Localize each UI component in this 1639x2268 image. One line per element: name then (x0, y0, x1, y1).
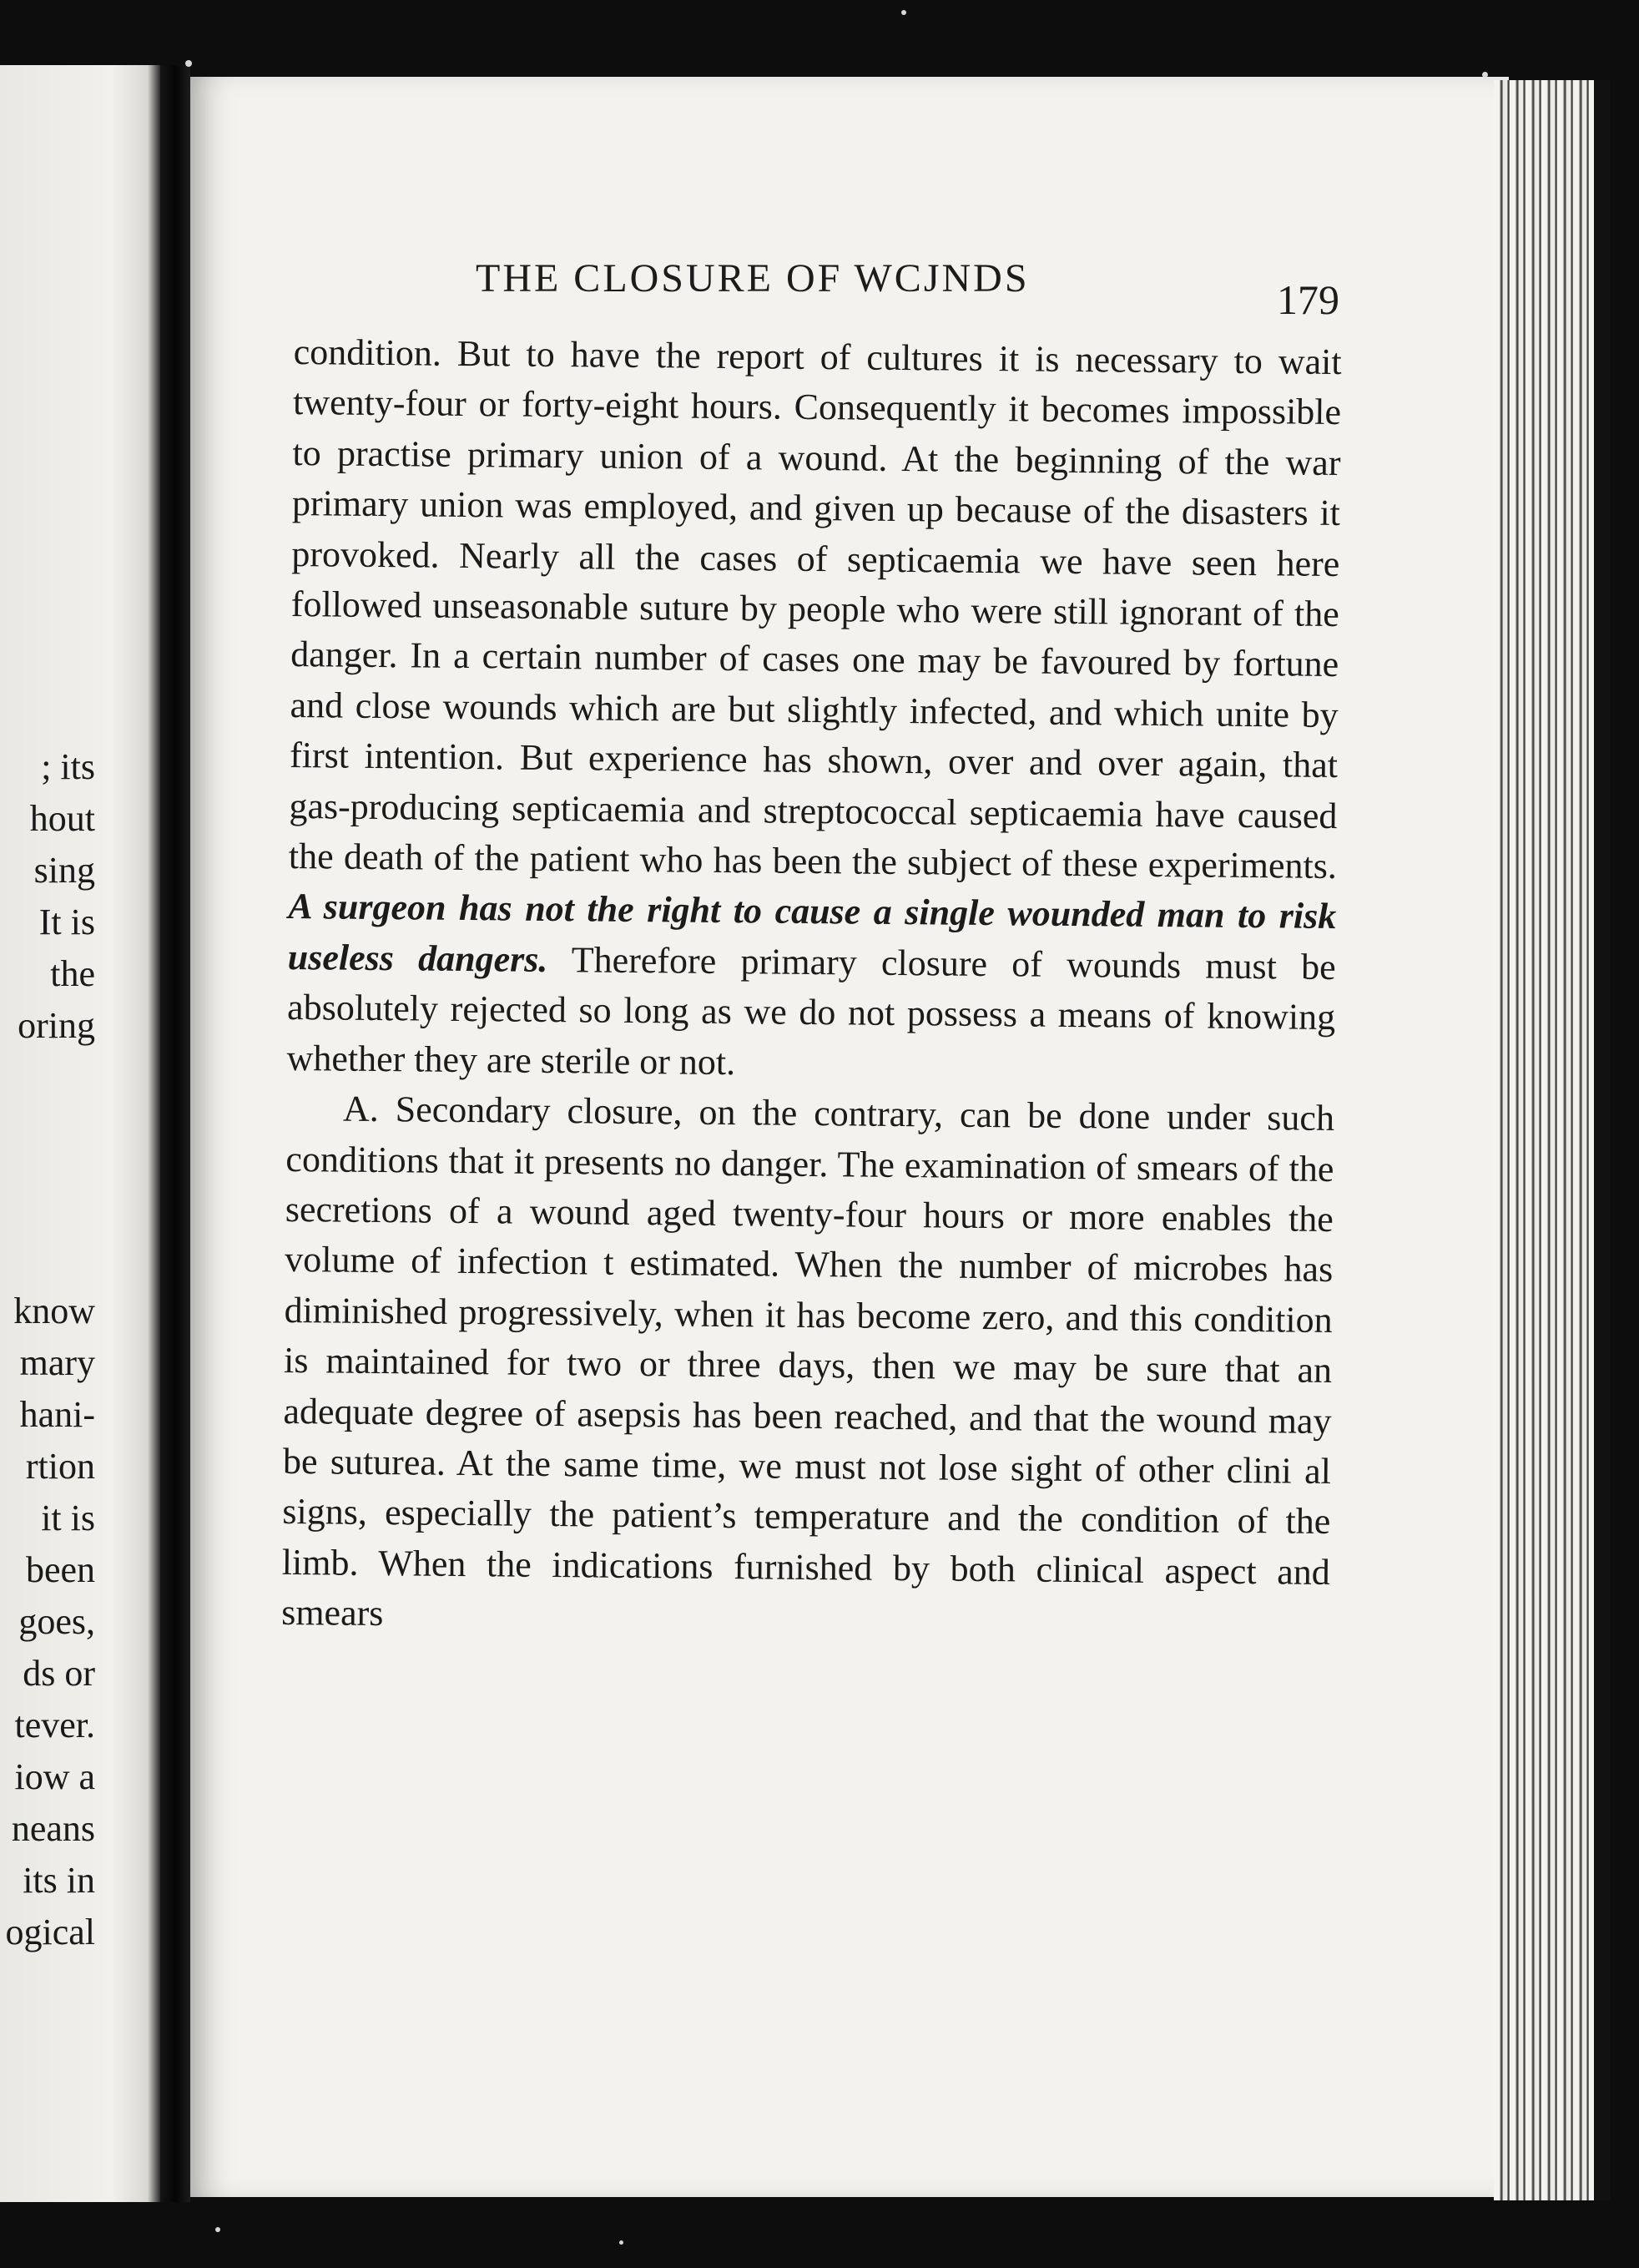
page-number: 179 (1277, 276, 1339, 323)
left-page-line: tever. (14, 1705, 95, 1745)
left-page-line: It is (38, 902, 95, 942)
left-page-line: ; its (41, 746, 95, 787)
left-page-line: oring (18, 1005, 95, 1046)
paragraph (286, 327, 1342, 1094)
page-edges (1494, 80, 1611, 2200)
left-page-line: sing (33, 850, 95, 891)
scan-speck (185, 60, 192, 67)
left-page-line: mary (19, 1342, 95, 1383)
left-page-line: it is (41, 1498, 95, 1538)
scan-speck (901, 10, 906, 15)
left-page-line: its in (23, 1860, 95, 1901)
scan-speck (619, 2240, 623, 2245)
italic-emphasis: A surgeon has not the right to cause a single wounded man to risk useless dangers. (287, 886, 1337, 980)
left-page-line: rtion (25, 1446, 95, 1487)
left-page-line: hani- (19, 1394, 95, 1435)
running-title: THE CLOSURE OF WCJNDS (476, 256, 1030, 301)
paragraph-text: A. Secondary closure, on the contrary, can be done under such conditions that it presents no danger. The examination of smears of the secretions of a wound aged twenty-four hours or more enables the volume of infection t estimated. When the number of microbes has diminished progressively, when it has become zero, and this condition is maintained for two or three days, then we may be sure that an adequate degree of asepsis has been reached, and that the wound may be suturea. At the same time, we must not lose sight of other clini al signs, especially the patient’s temperature and the condition of the limb. When the indications furnished by both clinical aspect and smears (280, 1088, 1335, 1634)
left-page-line: neans (11, 1808, 95, 1849)
left-page-line: ogical (5, 1912, 95, 1952)
left-page-line: know (13, 1291, 95, 1331)
left-page-line: ds or (23, 1653, 95, 1694)
paragraph-text: Therefore primary closure of wounds must be absolutely rejected so long as we do not possess a means of knowing whether they are sterile or not. (286, 939, 1336, 1083)
running-head (292, 255, 1352, 323)
book-gutter (160, 65, 190, 2202)
left-page-line: iow a (14, 1756, 95, 1797)
paragraph-text: condition. But to have the report of cultures it is necessary to wait twenty-four or forty-eight hours. Consequently it becomes impossible to practise primary union of a wound. At the beginning of the war primary union was employed, and given up because of the disasters it provoked. Nearly all the cases of septicaemia we have seen here followed unseasonable suture by people who were still ignorant of the danger. In a certain number of cases one may be favoured by fortune and close wounds which are but slightly infected, and which unite by first intention. But experience has shown, over and over again, that gas-producing septicaemia and streptococcal septicaemia have caused the death of the patient who has been the subject of these experiments. (288, 331, 1342, 887)
paragraph (281, 1083, 1334, 1648)
left-page-line: been (25, 1549, 95, 1590)
scan-speck (1482, 72, 1488, 78)
left-page-line: goes, (18, 1601, 95, 1642)
left-page-line: hout (29, 798, 95, 839)
page-body (281, 327, 1342, 1649)
scan-speck (215, 2227, 220, 2232)
left-page (0, 65, 160, 2202)
left-page-line: the (50, 953, 95, 994)
